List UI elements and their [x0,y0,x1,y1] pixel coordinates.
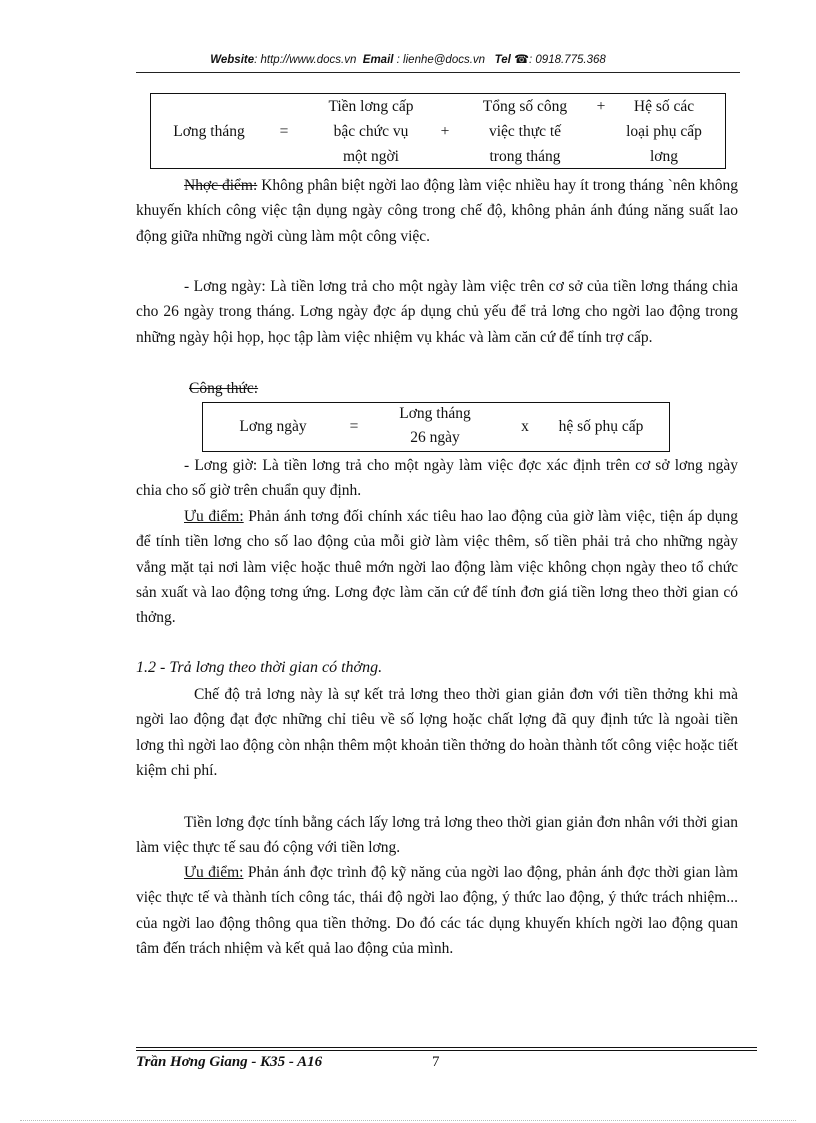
formula2-equals: = [349,418,359,435]
disadvantage-text: Không phân biệt ngời lao động làm việc nhiều hay ít trong tháng `nên không khuyến khích công việc tận dụng ngày công trong chế độ, không phản ánh đúng năng suất lao động giữa những ngời cùng làm một công việc. [136,177,738,245]
hourly-wage-text: - Lơng giờ: Là tiền lơng trả cho một ngày làm việc đợc xác định trên cơ sở lơng ngày chia cho số giờ trên chuẩn quy định. [136,457,738,500]
formula-term-3 [607,94,721,169]
website-value: : http://www.docs.vn [254,54,357,66]
advantage-1-text: Phản ánh tơng đối chính xác tiêu hao lao động của giờ làm việc, tiện áp dụng để tính tiền lơng cho số lao động của mỗi giờ làm việc thêm, số tiền phải trả cho những ngày vắng mặt tại nơi làm việc hoặc thuê mớn ngời lao động làm việc không chọn ngày theo tổ chức sản xuất và lao động tơng ứng. Lơng đợc làm căn cứ để tính đơn giá tiền lơng theo thời gian có thởng. [136,508,738,627]
term-3-line-1: Hệ số các [633,98,695,115]
calculation-text: Tiền lơng đợc tính bằng cách lấy lơng trả lơng theo thời gian giản đơn nhân với thời gian làm việc thực tế sau đó cộng với tiền lơng. [136,814,738,857]
page-number: 7 [432,1054,440,1070]
tel-label: Tel [494,54,511,66]
page-header [0,52,816,66]
paragraph-daily-wage [136,274,738,350]
term-2-line-1: Tổng số công [482,98,568,115]
formula-lhs: Lơng tháng [173,123,245,140]
term-2-line-3: trong tháng [489,148,561,165]
paragraph-bonus-regime [136,682,738,783]
paragraph-calculation [136,810,738,861]
formula-plus-2: + [596,98,606,115]
advantage-2-label: Ưu điểm: [184,864,244,881]
term-1-line-3: một ngời [343,148,399,165]
advantage-2-text: Phản ánh đợc trình độ kỹ năng của ngời lao động, phản ánh đợc thời gian làm việc thực tế và thành tích công tác, thái độ ngời lao động, ý thức lao động, ý thức trách nhiệm... của ngời lao động thông qua tiền thởng. Do đó các tác dụng khuyến khích ngời lao động quan tâm đến trách nhiệm và kết quả lao động của mình. [136,864,738,957]
formula-term-1 [301,94,441,169]
term-2-line-2: việc thực tế [488,123,562,140]
website-label: Website [210,54,255,66]
term-3-line-2: loại phụ cấp [626,123,702,140]
bonus-regime-text: Chế độ trả lơng này là sự kết trả lơng theo thời gian giản đơn với tiền thởng khi mà ngời lao động đạt đợc những chỉ tiêu về số lợng hoặc chất lợng đã quy định tức là ngoài tiền lơng thì ngời lao động còn nhận thêm một khoản tiền thởng do hoàn thành tốt công việc hoặc tiết kiệm chi phí. [136,686,738,779]
daily-wage-formula-box [202,402,670,452]
paragraph-advantage-2 [136,860,738,961]
header-rule [136,72,740,73]
footer-rule-top [136,1047,757,1048]
formula-plus-1: + [440,123,450,140]
email-label: Email [362,54,394,66]
disadvantage-label: Nhợc điểm: [184,177,258,194]
tel-value: : 0918.775.368 [529,54,606,66]
monthly-wage-formula-box [150,93,726,169]
phone-icon: ☎ [514,52,530,66]
formula-label: Công thức: [189,380,259,397]
footer-author: Trần Hơng Giang - K35 - A16 [136,1054,323,1070]
formula2-denominator: 26 ngày [410,429,460,446]
paragraph-disadvantage [136,173,738,249]
section-heading: 1.2 - Trả lơng theo thời gian có thởng. [136,659,383,676]
formula-equals: = [279,123,289,140]
email-value: : lienhe@docs.vn [396,54,486,66]
daily-wage-text: - Lơng ngày: Là tiền lơng trả cho một ngày làm việc trên cơ sở của tiền lơng tháng chia cho 26 ngày trong tháng. Lơng ngày đợc áp dụng chủ yếu để trả lơng cho ngời lao động trong những ngày hội họp, học tập làm việc nhiệm vụ khác và làm căn cứ để tính trợ cấp. [136,278,738,346]
term-3-line-3: lơng [649,148,678,165]
formula2-rhs: hệ số phụ cấp [558,418,644,435]
formula-label-line [189,376,389,401]
advantage-1-label: Ưu điểm: [184,508,244,525]
formula2-operator: x [521,418,529,435]
page-bottom-dotted-line [20,1120,796,1121]
formula2-numerator: Lơng tháng [399,405,471,422]
paragraph-advantage-1 [136,504,738,630]
formula-term-2 [463,94,587,169]
formula2-lhs: Lơng ngày [239,418,307,435]
term-1-line-1: Tiền lơng cấp [328,98,414,115]
term-1-line-2: bậc chức vụ [333,123,409,140]
paragraph-hourly-wage [136,453,738,504]
footer-rule-bottom [136,1050,757,1051]
